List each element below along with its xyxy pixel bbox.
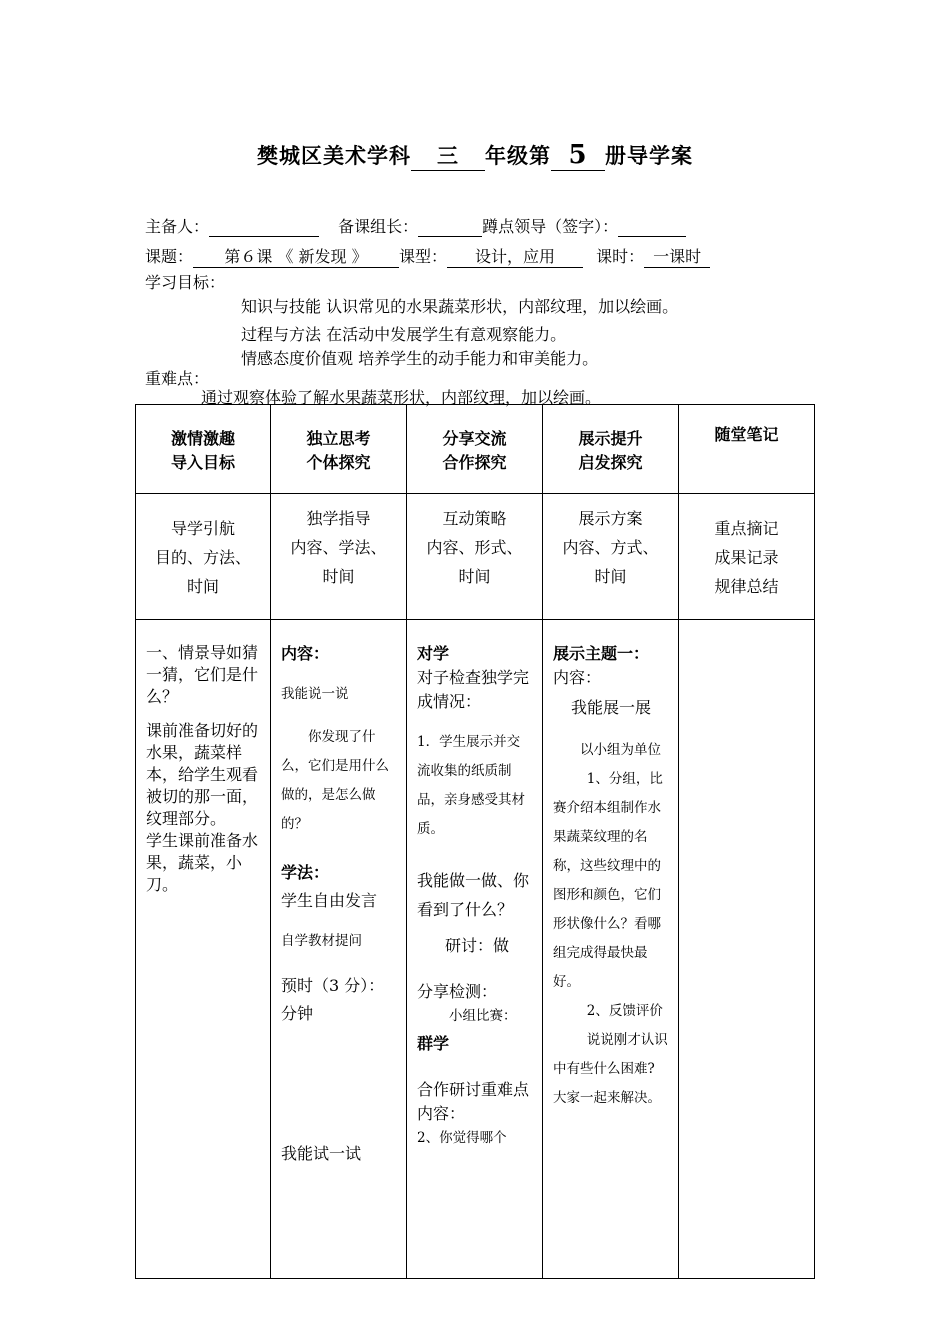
supervisor-blank — [618, 217, 686, 237]
subheader-cell: 互动策略 内容、形式、 时间 — [407, 494, 543, 620]
title-grade: 三 — [411, 140, 485, 171]
cooperation-cell: 对学 对子检查独学完成情况： 1．学生展示并交流收集的纸质制品，亲身感受其材质。 我能做一做、你看到了什么？ 研讨：做 分享检测： 小组比赛： 群学 合作研讨重难点内容： 2、你觉得哪个 — [407, 620, 543, 1279]
key-label: 重难点： — [145, 369, 210, 388]
subheader-cell: 导学引航 目的、方法、 时间 — [136, 494, 271, 620]
display-cell: 展示主题一： 内容： 我能展一展 以小组为单位 1、分组，比赛介绍本组制作水果蔬菜纹理的名称，这些纹理中的图形和颜色，它们形状像什么？看哪组完成得最快最好。 2、反馈评价 说说刚才认识中有些什么困难?大家一起来解决。 — [543, 620, 679, 1279]
group-leader-blank — [418, 217, 482, 237]
preparer-line — [145, 214, 686, 237]
title-mid: 年级第 — [485, 144, 551, 168]
header-cell: 独立思考 个体探究 — [271, 405, 407, 494]
goal-attitude: 情感态度价值观 培养学生的动手能力和审美能力。 — [241, 349, 599, 368]
period-label: 课时： — [596, 247, 645, 266]
header-cell: 激情激趣 导入目标 — [136, 405, 271, 494]
lesson-table — [135, 404, 815, 1279]
title-book: 5 — [551, 140, 605, 171]
topic-line — [145, 244, 710, 268]
title-prefix: 樊城区美术学科 — [257, 144, 411, 168]
page-title — [0, 140, 950, 171]
header-cell: 分享交流 合作探究 — [407, 405, 543, 494]
self-study-cell: 内容： 我能说一说 你发现了什么，它们是用什么做的，是怎么做的？ 学法： 学生自由发言 自学教材提问 预时（3 分）： 分钟 我能试一试 — [271, 620, 407, 1279]
key-text: 通过观察体验了解水果蔬菜形状，内部纹理，加以绘画。 — [201, 388, 602, 407]
notes-cell — [679, 620, 815, 1279]
goal-knowledge: 知识与技能 认识常见的水果蔬菜形状，内部纹理，加以绘画。 — [241, 297, 679, 316]
period-value: 一课时 — [644, 244, 710, 268]
subheader-cell: 重点摘记 成果记录 规律总结 — [679, 494, 815, 620]
subheader-cell: 独学指导 内容、学法、 时间 — [271, 494, 407, 620]
goals-label: 学习目标： — [145, 273, 226, 292]
group-leader-label: 备课组长： — [338, 217, 419, 236]
type-label: 课型： — [399, 247, 448, 266]
preparer-label: 主备人： — [145, 217, 210, 236]
table-subheader-row — [136, 494, 815, 620]
title-suffix: 册导学案 — [605, 144, 693, 168]
header-cell: 展示提升 启发探究 — [543, 405, 679, 494]
subheader-cell: 展示方案 内容、方式、 时间 — [543, 494, 679, 620]
type-value: 设计，应用 — [447, 244, 583, 268]
preparer-blank — [209, 217, 319, 237]
header-cell: 随堂笔记 — [679, 405, 815, 494]
topic-value: 第６课 《 新发现 》 — [193, 244, 399, 268]
table-body-row — [136, 620, 815, 1279]
topic-label: 课题： — [145, 247, 194, 266]
supervisor-label: 蹲点领导（签字）： — [482, 217, 619, 236]
intro-cell: 一、情景导如猜一猜，它们是什么？ 课前准备切好的水果，蔬菜样本，给学生观看被切的那一面，纹理部分。 学生课前准备水果，蔬菜，小刀。 — [136, 620, 271, 1279]
goal-process: 过程与方法 在活动中发展学生有意观察能力。 — [241, 325, 567, 344]
table-header-row — [136, 405, 815, 494]
